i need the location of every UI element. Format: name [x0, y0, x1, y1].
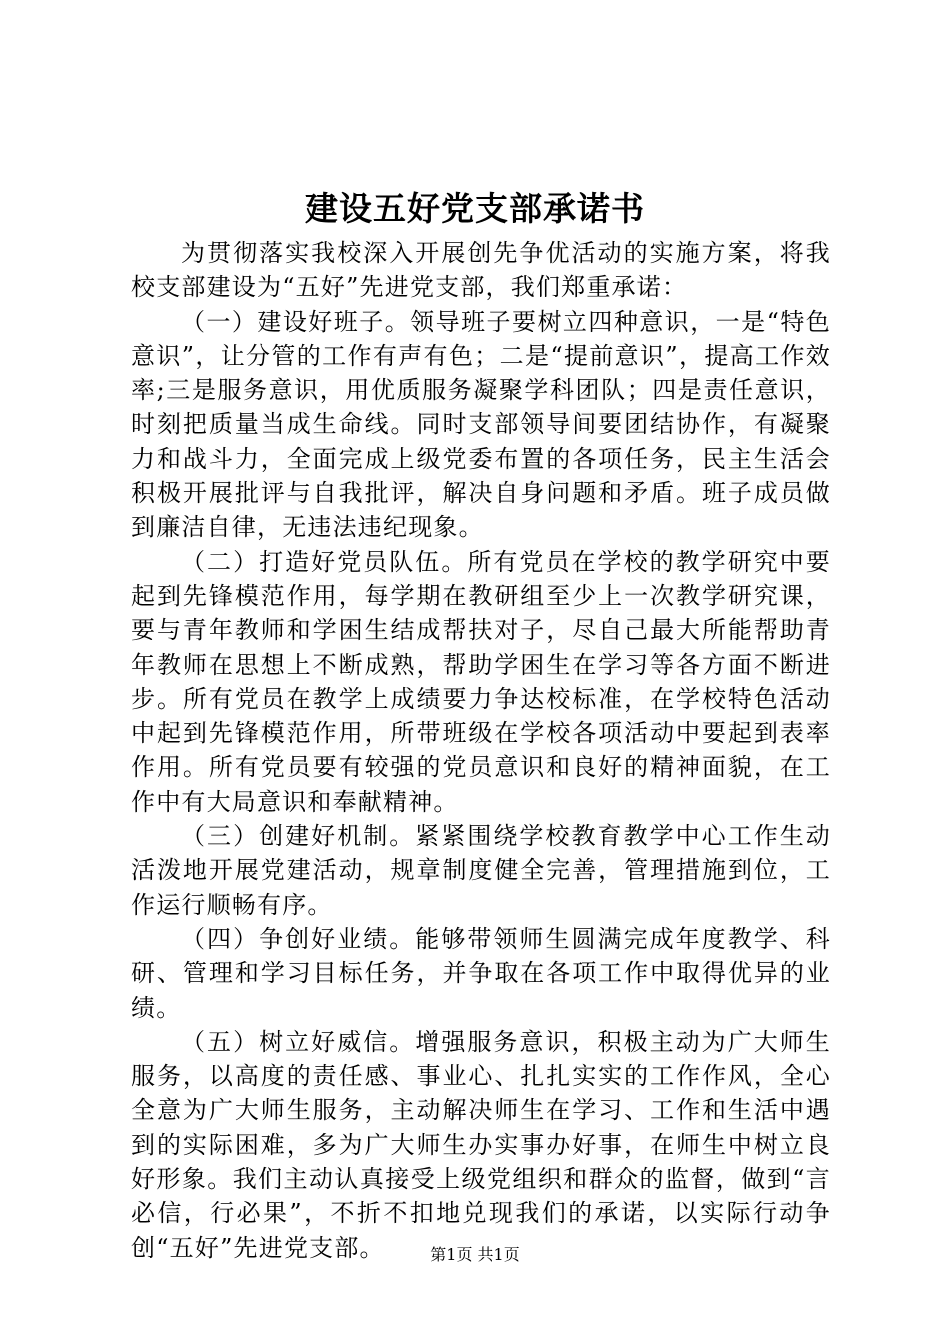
paragraph-item-5: （五）树立好威信。增强服务意识，积极主动为广大师生服务，以高度的责任感、事业心、扎扎实实的工作作风，全心全意为广大师生服务，主动解决师生在学习、工作和生活中遇到的实际困难，多为广大师生办实事办好事，在师生中树立良好形象。我们主动认真接受上级党组织和群众的监督，做到“言必信，行必果”，不折不扣地兑现我们的承诺，以实际行动争创“五好”先进党支部。: [131, 1027, 831, 1262]
document-title: 建设五好党支部承诺书: [305, 189, 645, 228]
paragraph-item-1: （一）建设好班子。领导班子要树立四种意识，一是“特色意识”，让分管的工作有声有色；二是“提前意识”，提高工作效率;三是服务意识，用优质服务凝聚学科团队；四是责任意识，时刻把质量当成生命线。同时支部领导间要团结协作，有凝聚力和战斗力，全面完成上级党委布置的各项任务，民主生活会积极开展批评与自我批评，解决自身问题和矛盾。班子成员做到廉洁自律，无违法违纪现象。: [131, 307, 831, 542]
paragraph-item-3: （三）创建好机制。紧紧围绕学校教育教学中心工作生动活泼地开展党建活动，规章制度健全完善，管理措施到位，工作运行顺畅有序。: [131, 822, 831, 919]
page-number-footer: 第1页 共1页: [430, 1245, 520, 1264]
paragraph-item-4: （四）争创好业绩。能够带领师生圆满完成年度教学、科研、管理和学习目标任务，并争取在各项工作中取得优异的业绩。: [131, 924, 831, 1022]
paragraph-item-2: （二）打造好党员队伍。所有党员在学校的教学研究中要起到先锋模范作用，每学期在教研组至少上一次教学研究课，要与青年教师和学困生结成帮扶对子，尽自己最大所能帮助青年教师在思想上不断成熟，帮助学困生在学习等各方面不断进步。所有党员在教学上成绩要力争达校标准，在学校特色活动中起到先锋模范作用，所带班级在学校各项活动中要起到表率作用。所有党员要有较强的党员意识和良好的精神面貌，在工作中有大局意识和奉献精神。: [131, 547, 831, 816]
paragraph-intro: 为贯彻落实我校深入开展创先争优活动的实施方案，将我校支部建设为“五好”先进党支部，我们郑重承诺：: [131, 239, 831, 302]
document-body: [131, 236, 831, 1265]
